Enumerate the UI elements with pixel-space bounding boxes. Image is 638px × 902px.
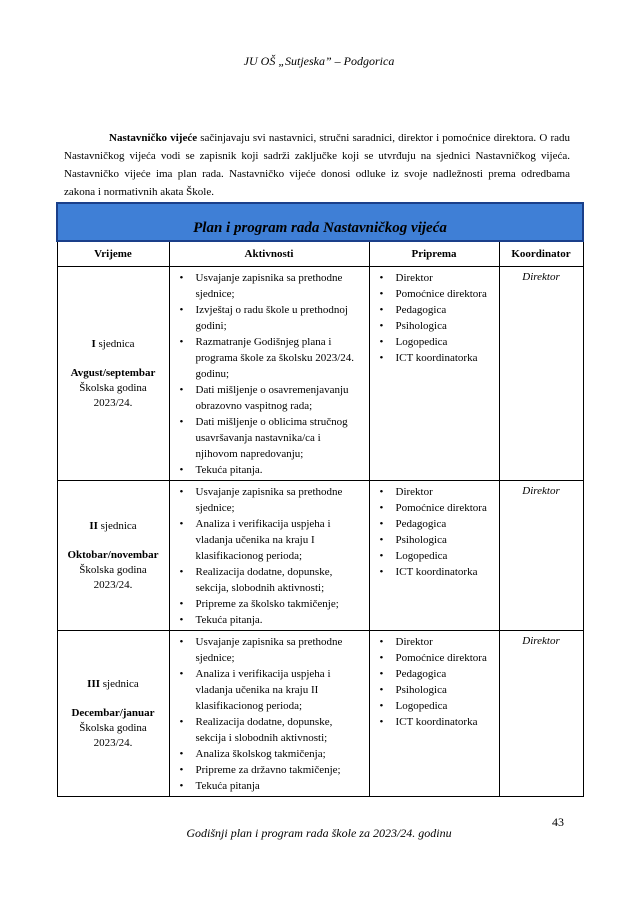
preparation-list (370, 481, 499, 582)
session-number: I (91, 337, 96, 350)
activity-item: • Razmatranje Godišnjeg plana i programa škole za školsku 2023/24. godinu; (176, 334, 365, 382)
activities-cell (169, 631, 369, 797)
preparation-item: • Logopedica (376, 698, 495, 714)
session-label (58, 337, 169, 352)
column-header-preparation: Priprema (369, 241, 499, 267)
school-year: 2023/24. (93, 578, 133, 591)
activity-item: • Dati mišljenje o oblicima stručnog usavršavanja nastavnika/ca i njihovom napredovanju; (176, 414, 365, 462)
activity-item: • Izvještaj o radu škole u prethodnoj godini; (176, 302, 365, 334)
activities-list (170, 481, 369, 630)
table-row (57, 481, 583, 631)
activity-item: • Tekuća pitanja (176, 778, 365, 794)
session-label (58, 519, 169, 534)
preparation-item: • Pedagogica (376, 302, 495, 318)
preparation-cell (369, 631, 499, 797)
activity-item: • Analiza školskog takmičenja; (176, 746, 365, 762)
activity-item: • Pripreme za školsko takmičenje; (176, 596, 365, 612)
table-title: Plan i program rada Nastavničkog vijeća (193, 220, 447, 236)
page-number: 43 (552, 815, 564, 829)
preparation-item: • Direktor (376, 484, 495, 500)
column-header-activities: Aktivnosti (169, 241, 369, 267)
activity-item: • Usvajanje zapisnika sa prethodne sjednice; (176, 634, 365, 666)
intro-text: sačinjavaju svi nastavnici, stručni saradnici, direktor i pomoćnice direktora. O radu Nastavničkog vijeća vodi se zapisnik koji sadrži zaključke koji se utvrđuju na sjednici Nastavničkog vijeća. Nastavničko vijeće ima plan rada. Nastavničko vijeće donosi odluke iz svoje nadležnosti prema odredbama zakona i normativnih akata Škole. (64, 132, 570, 198)
preparation-item: • ICT koordinatorka (376, 564, 495, 580)
intro-bold-lead: Nastavničko vijeće (109, 132, 198, 144)
preparation-item: • Psihologica (376, 532, 495, 548)
preparation-item: • Pedagogica (376, 516, 495, 532)
preparation-item: • ICT koordinatorka (376, 350, 495, 366)
session-number: II (89, 519, 98, 532)
activity-item: • Tekuća pitanja. (176, 462, 365, 478)
activity-item: • Analiza i verifikacija uspjeha i vladanja učenika na kraju II klasifikacionog perioda; (176, 666, 365, 714)
preparation-list (370, 267, 499, 368)
activity-item: • Dati mišljenje o osavremenjavanju obrazovno vaspitnog rada; (176, 382, 365, 414)
table-row (57, 267, 583, 481)
activities-cell (169, 481, 369, 631)
activities-list (170, 267, 369, 480)
activity-item: • Analiza i verifikacija uspjeha i vladanja učenika na kraju I klasifikacionog perioda; (176, 516, 365, 564)
preparation-list (370, 631, 499, 732)
activity-item: • Realizacija dodatne, dopunske, sekcija, slobodnih aktivnosti; (176, 564, 365, 596)
document-footer: Godišnji plan i program rada škole za 2023/24. godinu (186, 826, 452, 840)
preparation-item: • Pomoćnice direktora (376, 500, 495, 516)
plan-table (56, 202, 584, 797)
school-year-label: Školska godina (79, 721, 147, 734)
document-header: JU OŠ „Sutjeska” – Podgorica (243, 54, 395, 68)
activities-cell (169, 267, 369, 481)
activity-item: • Usvajanje zapisnika sa prethodne sjednice; (176, 270, 365, 302)
session-time-cell (57, 267, 169, 481)
school-year: 2023/24. (93, 736, 133, 749)
activity-item: • Usvajanje zapisnika sa prethodne sjednice; (176, 484, 365, 516)
school-year-label: Školska godina (79, 563, 147, 576)
intro-paragraph (64, 129, 570, 201)
table-header-row (57, 241, 583, 267)
activity-item: • Realizacija dodatne, dopunske, sekcija i slobodnih aktivnosti; (176, 714, 365, 746)
session-word: sjednica (100, 519, 137, 532)
preparation-item: • Direktor (376, 270, 495, 286)
table-row (57, 631, 583, 797)
school-year-label: Školska godina (79, 381, 147, 394)
session-period: Avgust/septembar (70, 366, 156, 379)
session-number: III (87, 677, 101, 690)
preparation-item: • ICT koordinatorka (376, 714, 495, 730)
preparation-item: • Logopedica (376, 334, 495, 350)
activities-list (170, 631, 369, 796)
preparation-item: • Pedagogica (376, 666, 495, 682)
column-header-time: Vrijeme (57, 241, 169, 267)
activity-item: • Pripreme za državno takmičenje; (176, 762, 365, 778)
preparation-item: • Pomoćnice direktora (376, 286, 495, 302)
session-time-cell (57, 631, 169, 797)
preparation-item: • Pomoćnice direktora (376, 650, 495, 666)
school-year: 2023/24. (93, 396, 133, 409)
coordinator-cell: Direktor (499, 481, 583, 631)
preparation-item: • Logopedica (376, 548, 495, 564)
column-header-coordinator: Koordinator (499, 241, 583, 267)
session-period: Oktobar/novembar (67, 548, 159, 561)
session-time-cell (57, 481, 169, 631)
preparation-cell (369, 481, 499, 631)
preparation-item: • Direktor (376, 634, 495, 650)
activity-item: • Tekuća pitanja. (176, 612, 365, 628)
preparation-item: • Psihologica (376, 318, 495, 334)
preparation-item: • Psihologica (376, 682, 495, 698)
session-word: sjednica (98, 337, 135, 350)
table-title-row (57, 203, 583, 241)
session-label (58, 677, 169, 692)
session-period: Decembar/januar (71, 706, 155, 719)
session-word: sjednica (102, 677, 139, 690)
preparation-cell (369, 267, 499, 481)
coordinator-cell: Direktor (499, 631, 583, 797)
coordinator-cell: Direktor (499, 267, 583, 481)
